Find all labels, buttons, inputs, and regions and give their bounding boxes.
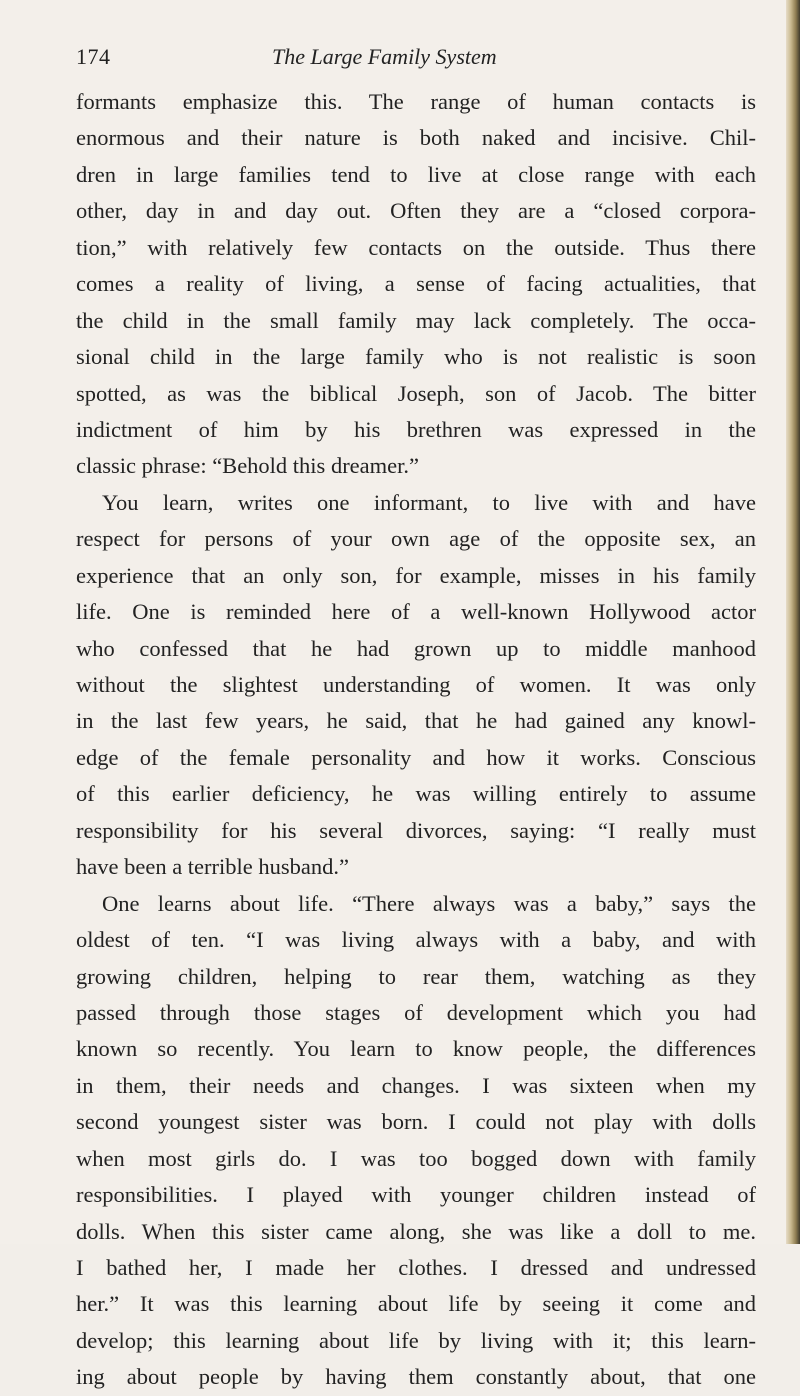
- text-line: growing children, helping to rear them, watching as they: [76, 963, 756, 989]
- text-line: edge of the female personality and how it works. Conscious: [76, 744, 756, 770]
- text-line: in them, their needs and changes. I was sixteen when my: [76, 1072, 756, 1098]
- text-line: classic phrase: “Behold this dreamer.”: [76, 453, 420, 479]
- text-line: I bathed her, I made her clothes. I dressed and undressed: [76, 1255, 756, 1280]
- text-line: ing about people by having them constantly about, that one: [76, 1364, 756, 1390]
- text-line: respect for persons of your own age of the opposite sex, an: [76, 526, 756, 552]
- text-line: the child in the small family may lack completely. The occa-: [76, 307, 756, 333]
- text-line: experience that an only son, for example, misses in his family: [76, 562, 756, 588]
- text-line: without the slightest understanding of women. It was only: [76, 672, 756, 697]
- text-line: life. One is reminded here of a well-known Hollywood actor: [76, 599, 756, 625]
- running-head: [76, 44, 756, 74]
- text-line: dren in large families tend to live at close range with each: [76, 161, 756, 187]
- text-line: other, day in and day out. Often they are a “closed corpora-: [76, 198, 756, 224]
- page-number: 174: [76, 44, 111, 69]
- text-line: passed through those stages of development which you had: [76, 999, 756, 1025]
- page-edge-shadow: [786, 0, 800, 1244]
- body-text: [76, 84, 756, 1396]
- text-line: develop; this learning about life by living with it; this learn-: [76, 1327, 756, 1353]
- text-line: comes a reality of living, a sense of facing actualities, that: [76, 271, 756, 297]
- text-line: formants emphasize this. The range of human contacts is: [76, 89, 756, 114]
- text-line: One learns about life. “There always was a baby,” says the: [102, 890, 756, 916]
- text-line: indictment of him by his brethren was expressed in the: [76, 416, 756, 442]
- text-line: known so recently. You learn to know people, the differences: [76, 1036, 756, 1062]
- text-line: have been a terrible husband.”: [76, 854, 349, 880]
- text-line: responsibility for his several divorces, saying: “I really must: [76, 817, 756, 843]
- text-line: when most girls do. I was too bogged down with family: [76, 1145, 756, 1171]
- text-line: who confessed that he had grown up to middle manhood: [76, 635, 756, 661]
- text-line: You learn, writes one informant, to live with and have: [102, 489, 756, 515]
- running-title: The Large Family System: [272, 44, 497, 69]
- text-line: spotted, as was the biblical Joseph, son of Jacob. The bitter: [76, 380, 756, 406]
- text-line: sional child in the large family who is not realistic is soon: [76, 344, 756, 370]
- text-line: responsibilities. I played with younger children instead of: [76, 1182, 756, 1208]
- text-line: tion,” with relatively few contacts on the outside. Thus there: [76, 234, 756, 260]
- text-line: of this earlier deficiency, he was willing entirely to assume: [76, 781, 756, 807]
- text-line: her.” It was this learning about life by seeing it come and: [76, 1291, 756, 1317]
- text-line: second youngest sister was born. I could not play with dolls: [76, 1109, 756, 1135]
- text-line: oldest of ten. “I was living always with a baby, and with: [76, 927, 756, 953]
- text-line: enormous and their nature is both naked and incisive. Chil-: [76, 125, 756, 151]
- text-line: in the last few years, he said, that he had gained any knowl-: [76, 708, 756, 734]
- text-line: dolls. When this sister came along, she was like a doll to me.: [76, 1218, 756, 1244]
